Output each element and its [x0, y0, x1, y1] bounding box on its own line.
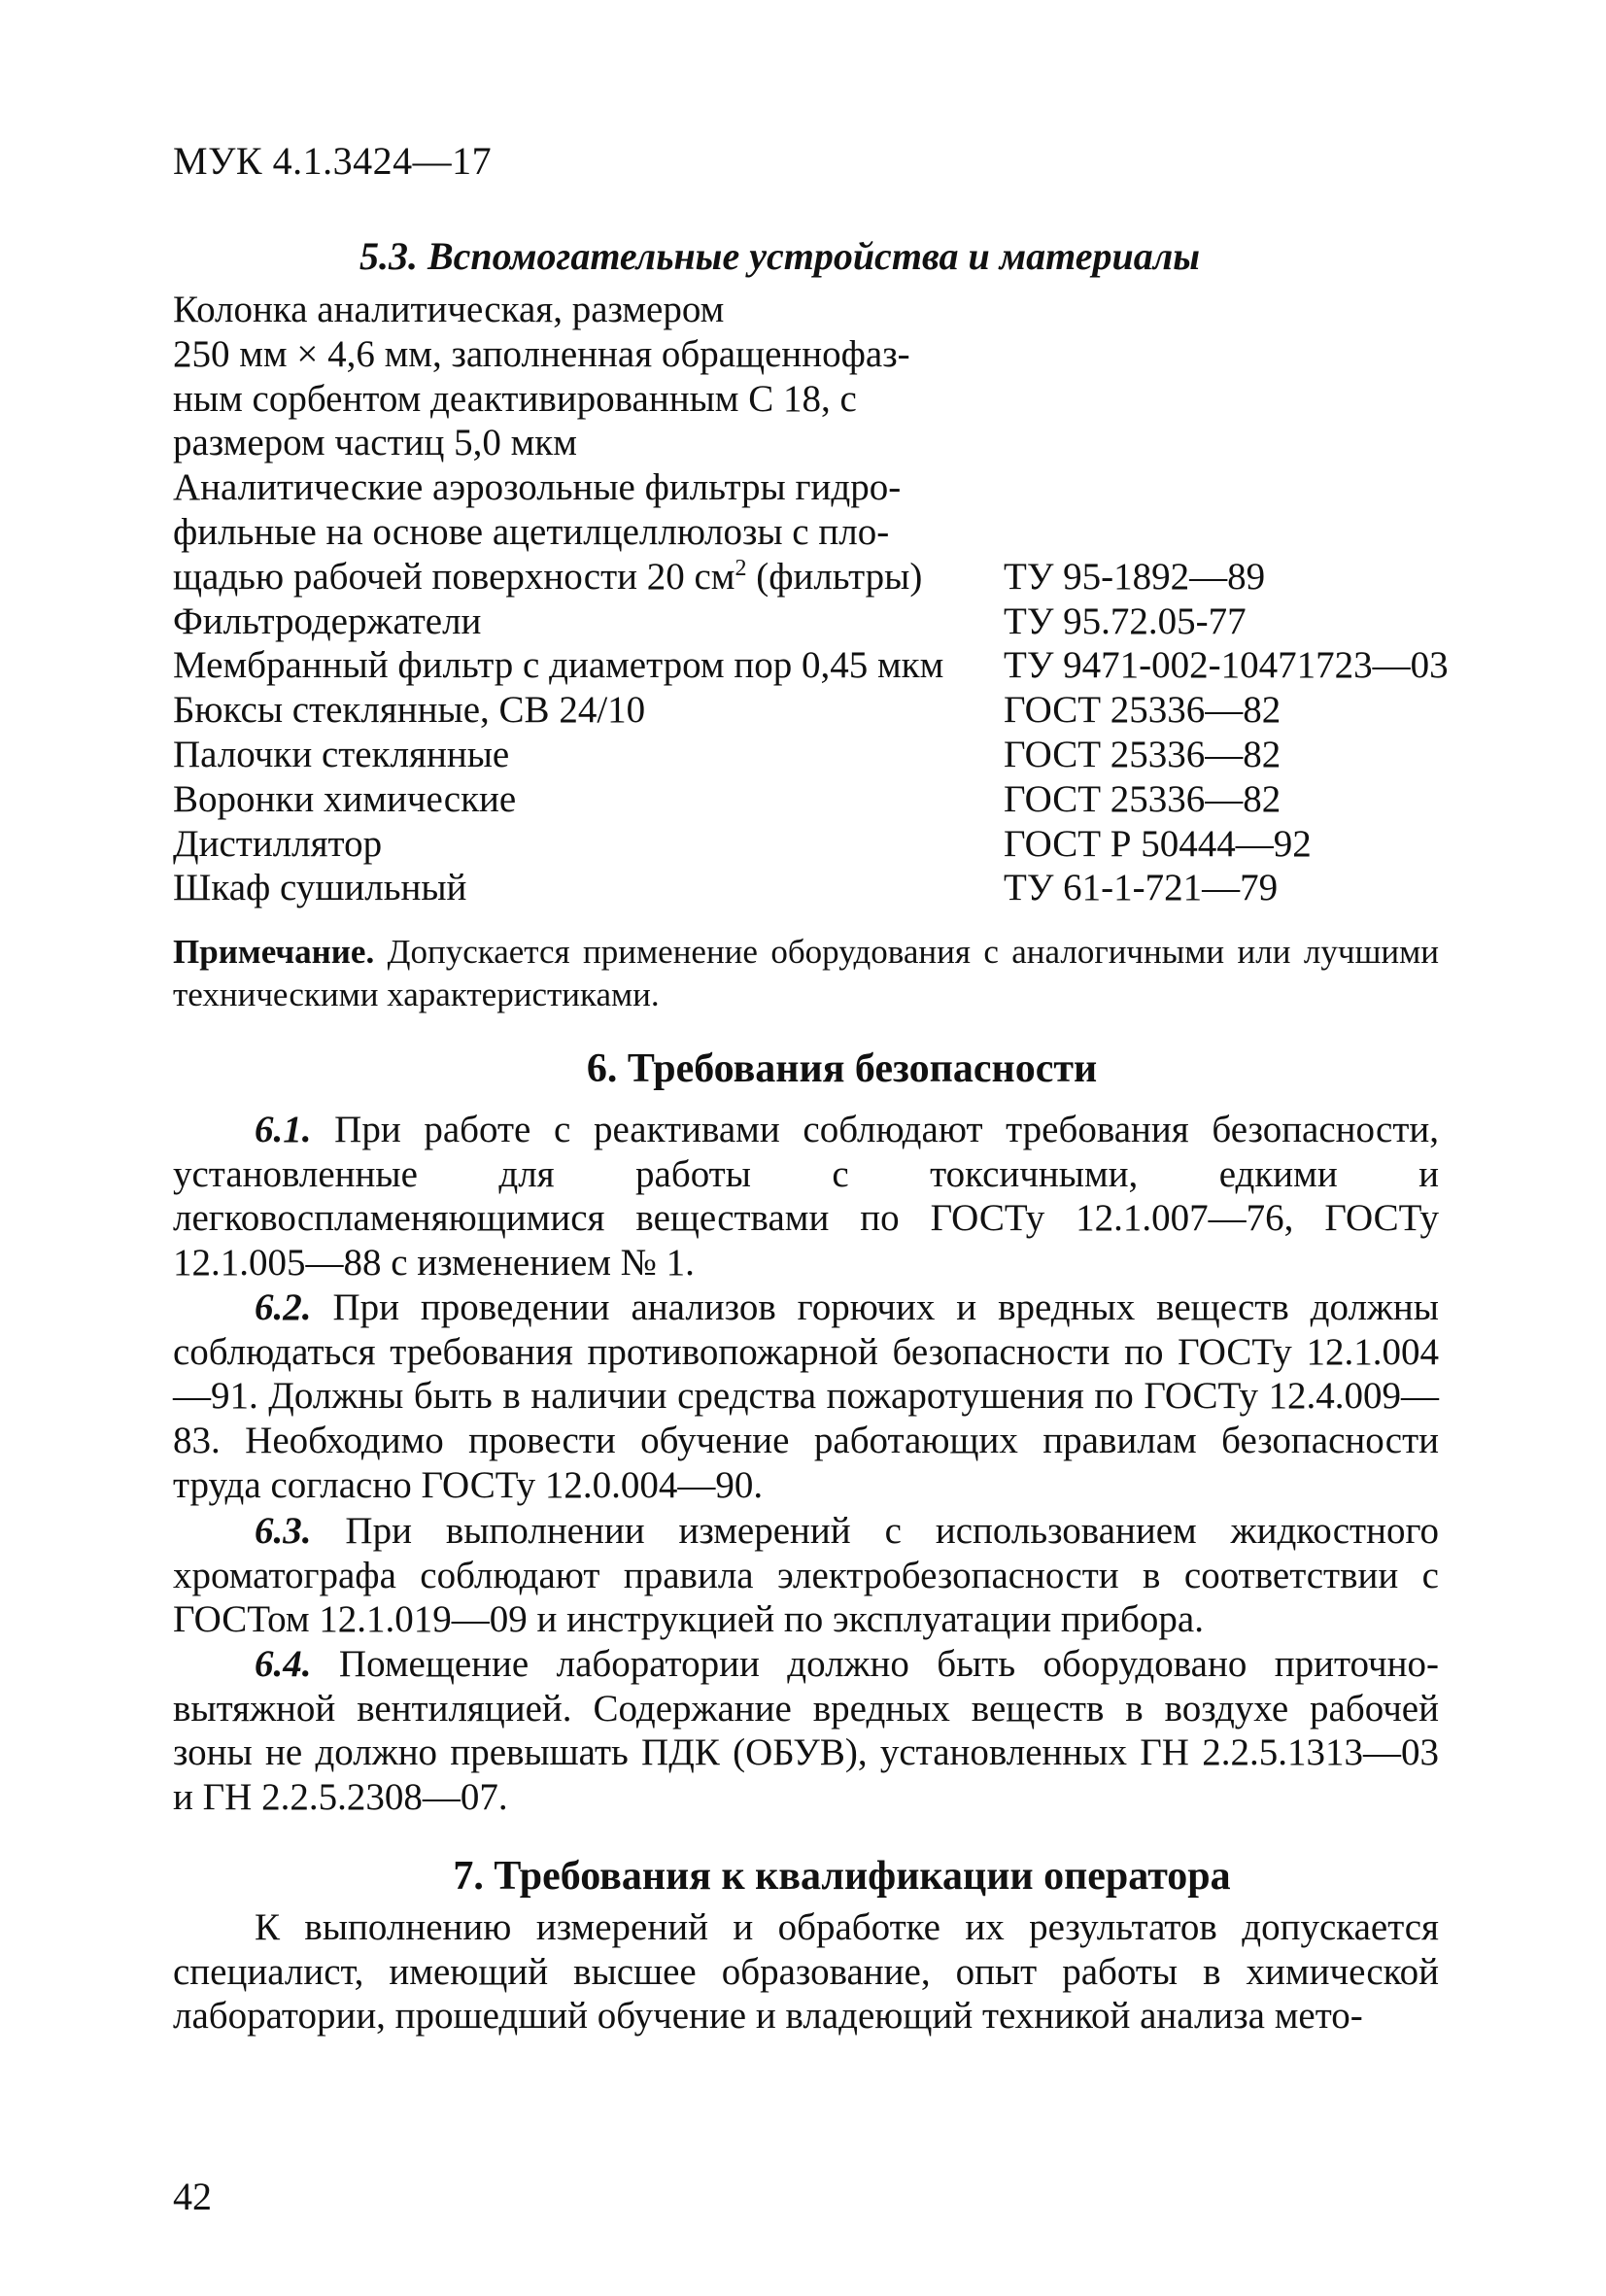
section-7-title: 7. Требования к квалификации оператора — [453, 1854, 1231, 1899]
equipment-list — [173, 288, 1533, 910]
equipment-name: фильные на основе ацетилцеллюлозы с пло- — [173, 510, 890, 553]
equipment-name: Колонка аналитическая, размером — [173, 289, 725, 330]
equipment-standard: ГОСТ Р 50444—92 — [1004, 822, 1312, 865]
document-code-header: МУК 4.1.3424—17 — [173, 139, 493, 183]
equipment-row — [173, 555, 1533, 600]
equipment-row — [173, 822, 1533, 867]
equipment-standard: ГОСТ 25336—82 — [1004, 777, 1281, 820]
section-6-title: 6. Требования безопасности — [586, 1046, 1098, 1091]
clause-number: 6.4. — [255, 1643, 312, 1685]
equipment-standard: ГОСТ 25336—82 — [1004, 733, 1281, 775]
note-label: Примечание. — [173, 933, 375, 971]
clause-number: 6.1. — [255, 1109, 312, 1150]
equipment-name: Дистиллятор — [173, 822, 383, 865]
equipment-name: Воронки химические — [173, 777, 517, 820]
paragraph-6-3 — [173, 1509, 1439, 1642]
equipment-row — [173, 866, 1533, 910]
equipment-name — [173, 555, 922, 600]
equipment-standard: ТУ 95.72.05-77 — [1004, 600, 1247, 642]
equipment-row — [173, 600, 1533, 644]
paragraph-6-4 — [173, 1642, 1439, 1820]
equipment-name: Мембранный фильтр с диаметром пор 0,45 мкм — [173, 644, 944, 687]
equipment-standard: ТУ 95-1892—89 — [1004, 555, 1266, 598]
equipment-standard: ТУ 9471-002-10471723—03 — [1004, 644, 1449, 687]
equipment-row — [173, 421, 1533, 465]
equipment-row — [173, 688, 1533, 733]
equipment-row — [173, 465, 1533, 510]
equipment-row — [173, 510, 1533, 555]
equipment-name: Фильтродержатели — [173, 600, 482, 642]
equipment-row — [173, 377, 1533, 422]
paragraph-6-2 — [173, 1285, 1439, 1508]
section-5-3-title: 5.3. Вспомогательные устройства и материалы — [359, 234, 1201, 278]
equipment-name-part: щадью рабочей поверхности 20 см — [173, 555, 735, 598]
equipment-name-part: (фильтры) — [746, 555, 923, 598]
equipment-standard: ГОСТ 25336—82 — [1004, 689, 1281, 732]
equipment-row — [173, 643, 1533, 688]
equipment-row — [173, 733, 1533, 777]
clause-text: При выполнении измерений с использованием жидкостного хроматографа соблюдают правила электробезопасности в соответствии с ГОСТом 12.1.019—09 и инструкцией по эксплуатации прибора. — [173, 1510, 1439, 1641]
equipment-row — [173, 332, 1533, 377]
equipment-row — [173, 777, 1533, 822]
equipment-name: 250 мм × 4,6 мм, заполненная обращеннофаз- — [173, 332, 910, 375]
paragraph-7: К выполнению измерений и обработке их результатов допускается специалист, имеющий высшее образование, опыт работы в химической лаборатории, прошедший обучение и владеющий техникой анализа мето- — [173, 1906, 1439, 2038]
clause-text: При работе с реактивами соблюдают требования безопасности, установленные для работы с токсичными, едкими и легковоспламеняющимися веществами по ГОСТу 12.1.007—76, ГОСТу 12.1.005—88 с изменением № 1. — [173, 1109, 1439, 1285]
superscript: 2 — [735, 555, 747, 581]
equipment-name: Палочки стеклянные — [173, 733, 510, 775]
equipment-name: Аналитические аэрозольные фильтры гидро- — [173, 466, 902, 509]
equipment-name: ным сорбентом деактивированным С 18, с — [173, 377, 857, 420]
equipment-name: Шкаф сушильный — [173, 867, 467, 909]
page-number: 42 — [173, 2175, 212, 2218]
clause-number: 6.2. — [255, 1286, 312, 1328]
equipment-standard: ТУ 61-1-721—79 — [1004, 867, 1279, 909]
equipment-name: Бюксы стеклянные, СВ 24/10 — [173, 689, 646, 732]
note-text: Допускается применение оборудования с аналогичными или лучшими техническими характеристиками. — [173, 933, 1439, 1013]
equipment-note — [173, 931, 1439, 1016]
clause-text: При проведении анализов горючих и вредных веществ должны соблюдаться требования противопожарной безопасности по ГОСТу 12.1.004—91. Должны быть в наличии средства пожаротушения по ГОСТу 12.4.009—83. Необходимо провести обучение работающих правилам безопасности труда согласно ГОСТу 12.0.004—90. — [173, 1286, 1439, 1506]
clause-number: 6.3. — [255, 1510, 312, 1552]
clause-text: Помещение лаборатории должно быть оборудовано приточно-вытяжной вентиляцией. Содержание вредных веществ в воздухе рабочей зоны не должно превышать ПДК (ОБУВ), установленных ГН 2.2.5.1313—03 и ГН 2.2.5.2308—07. — [173, 1643, 1439, 1819]
equipment-row — [173, 288, 1533, 332]
equipment-name: размером частиц 5,0 мкм — [173, 422, 577, 464]
paragraph-6-1 — [173, 1108, 1439, 1285]
